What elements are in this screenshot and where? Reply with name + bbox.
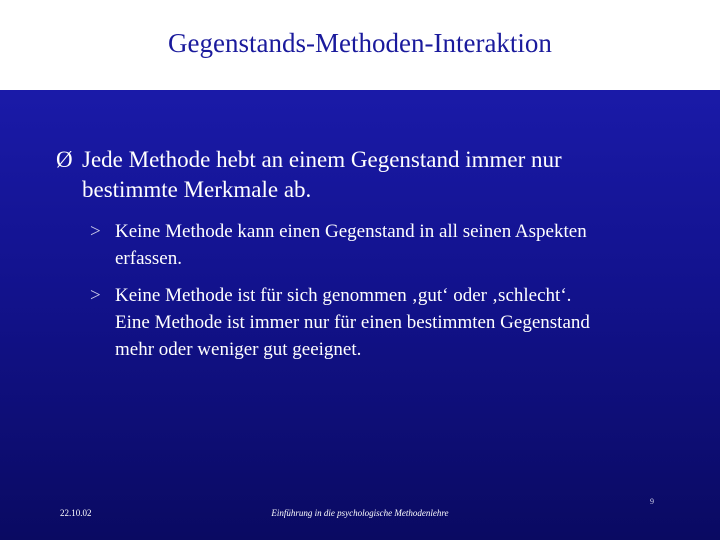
chevron-bullet-icon: > [90,221,101,242]
sub-bullet-text: Keine Methode kann einen Gegenstand in all seinen Aspekten erfassen. [115,221,587,269]
chevron-bullet-icon: > [90,285,101,306]
sub-bullet-item [90,218,650,272]
arrow-bullet-icon: Ø [56,147,73,172]
bullet-item [58,145,658,205]
title-bar [0,0,720,90]
sub-bullet-item [90,282,610,363]
footer-date: 22.10.02 [60,508,92,518]
slide-title: Gegenstands-Methoden-Interaktion [168,28,552,58]
bullet-text: Jede Methode hebt an einem Gegenstand immer nur bestimmte Merkmale ab. [82,147,562,202]
page-number: 9 [650,497,654,506]
sub-bullet-text: Keine Methode ist für sich genommen ‚gut‘ oder ‚schlecht‘. Eine Methode ist immer nur für einen bestimmten Gegenstand mehr oder weniger gut geeignet. [115,285,590,360]
footer-course-title: Einführung in die psychologische Methodenlehre [271,508,449,518]
